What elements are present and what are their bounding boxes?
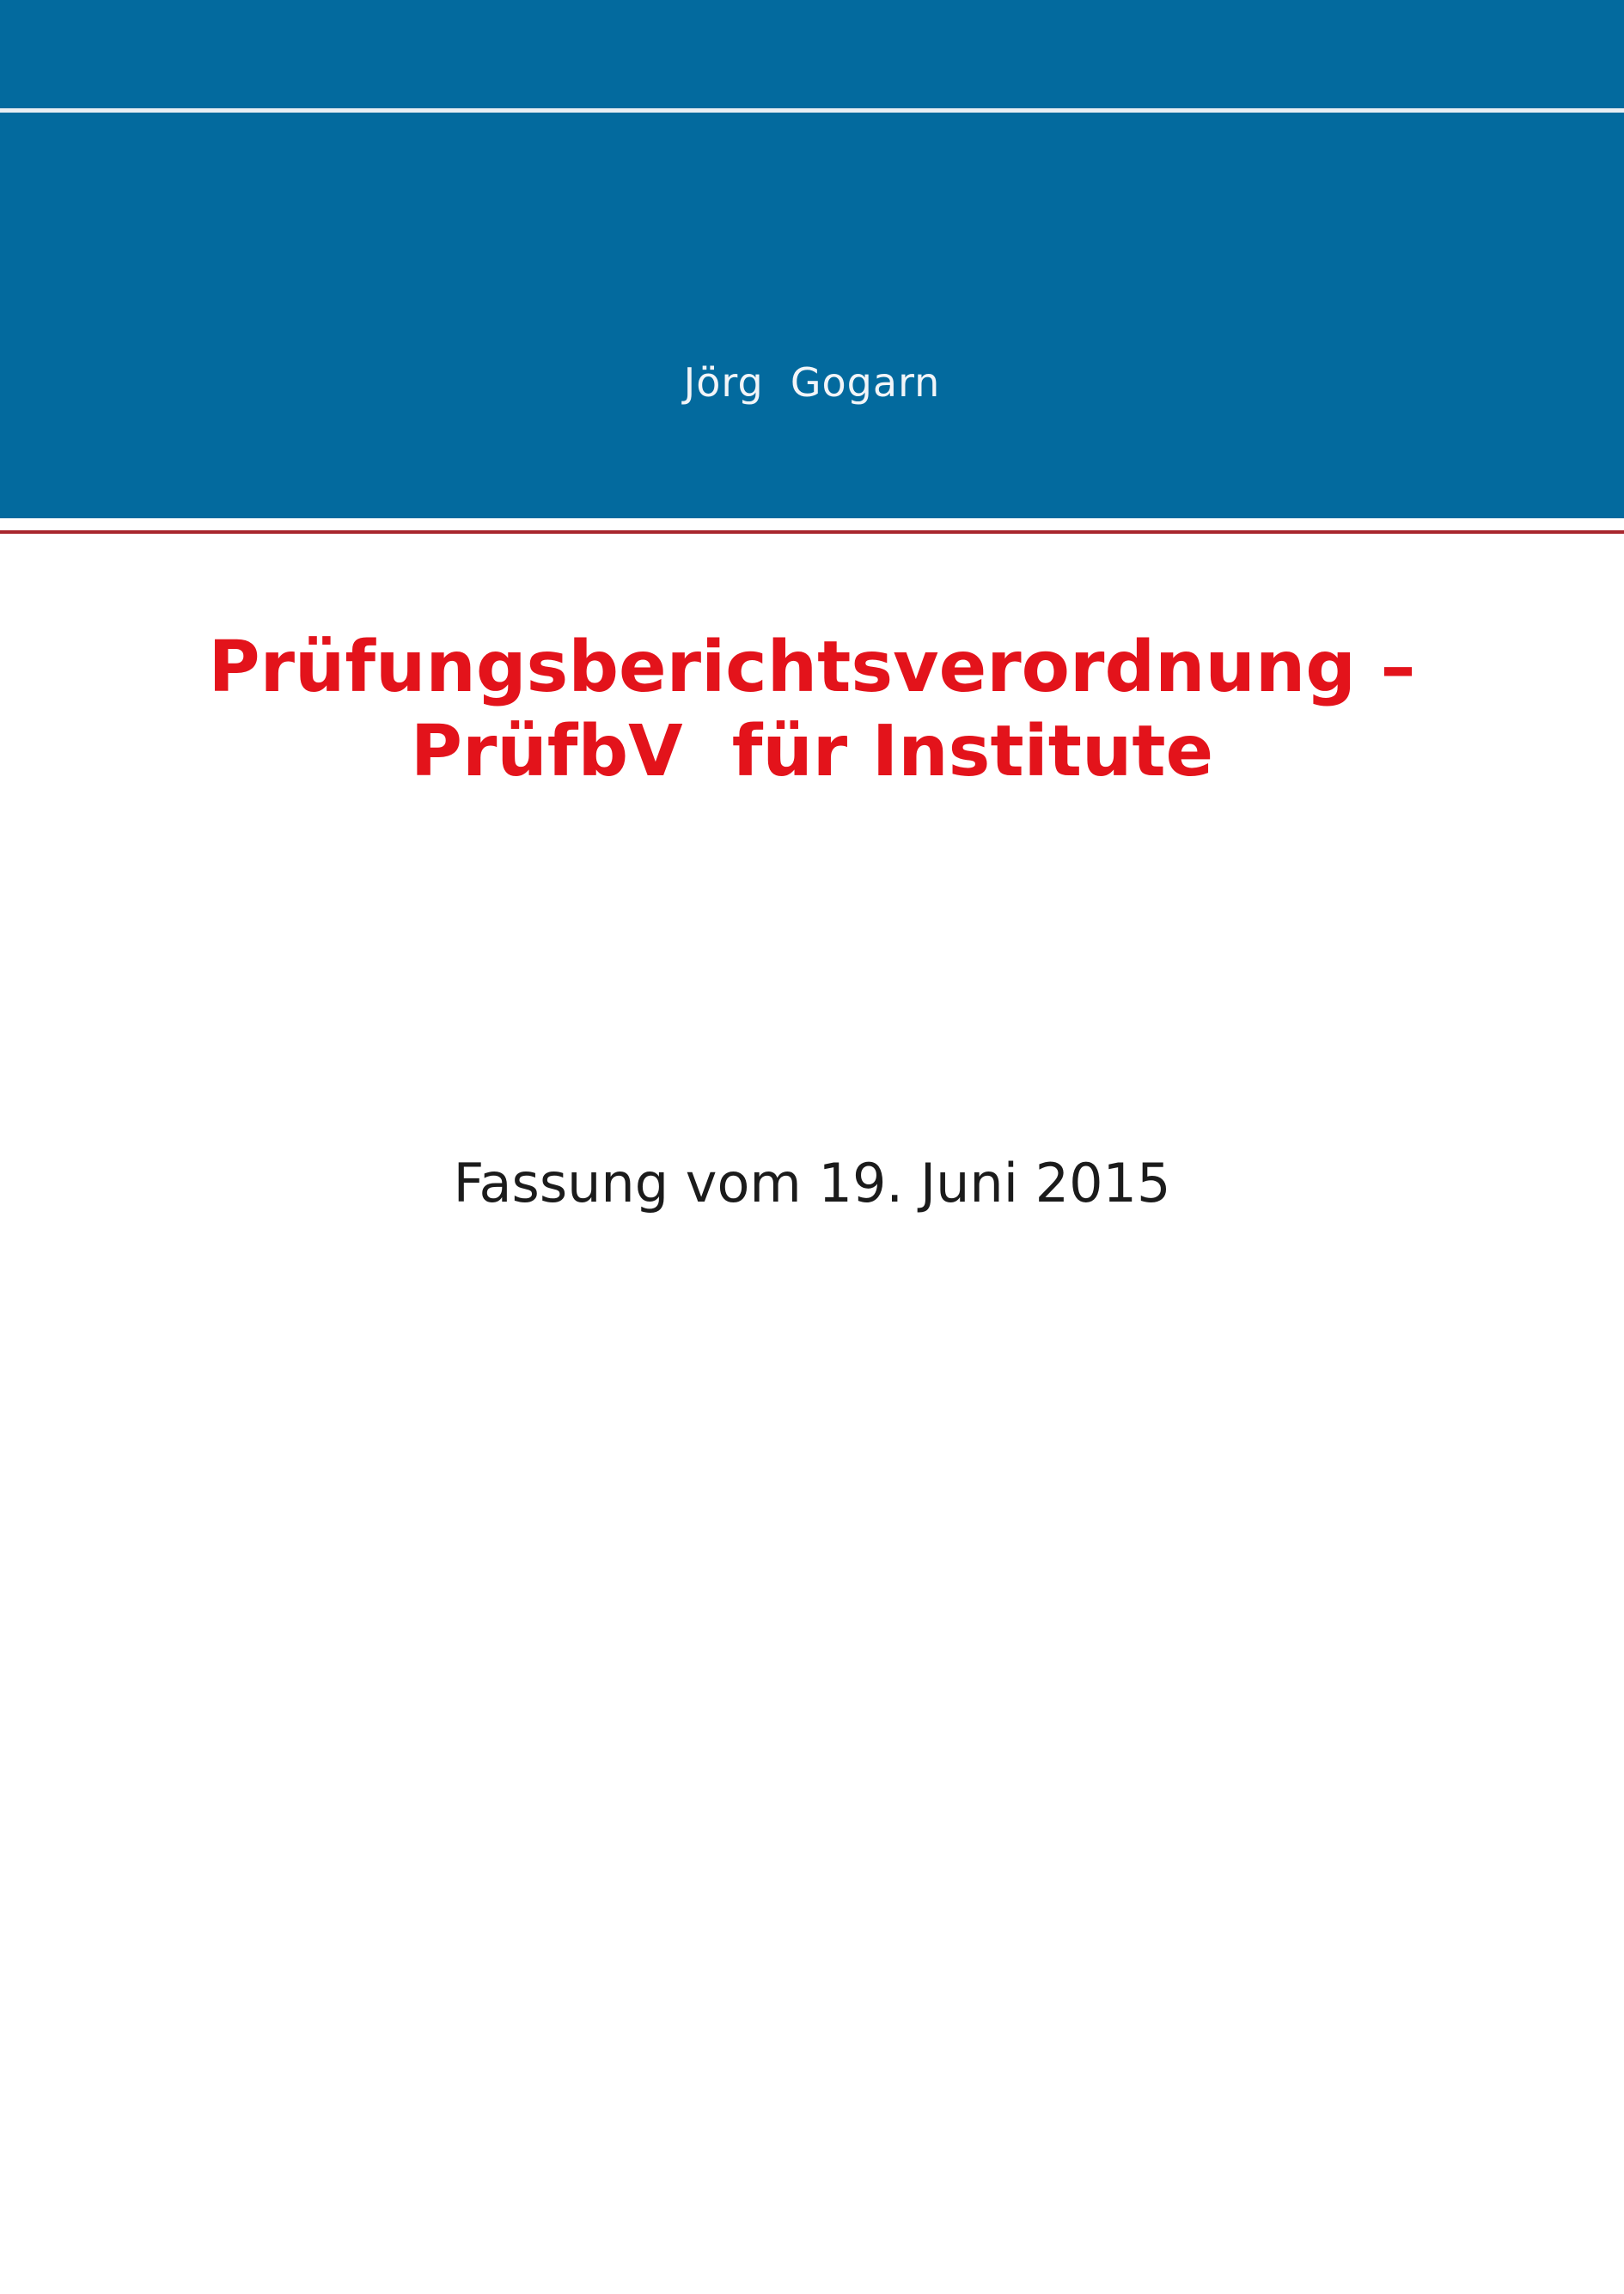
- separator-white-rule: [0, 518, 1624, 530]
- header-top-rule: [0, 108, 1624, 113]
- author-name: Jörg Gogarn: [683, 359, 941, 406]
- book-title-line-1: Prüfungsberichtsverordnung –: [208, 627, 1416, 708]
- edition-date: Fassung vom 19. Juni 2015: [453, 1152, 1171, 1214]
- header-band: [0, 0, 1624, 518]
- separator-red-rule: [0, 530, 1624, 534]
- book-title-line-2: PrüfbV für Institute: [410, 711, 1214, 793]
- book-title: [0, 626, 1624, 795]
